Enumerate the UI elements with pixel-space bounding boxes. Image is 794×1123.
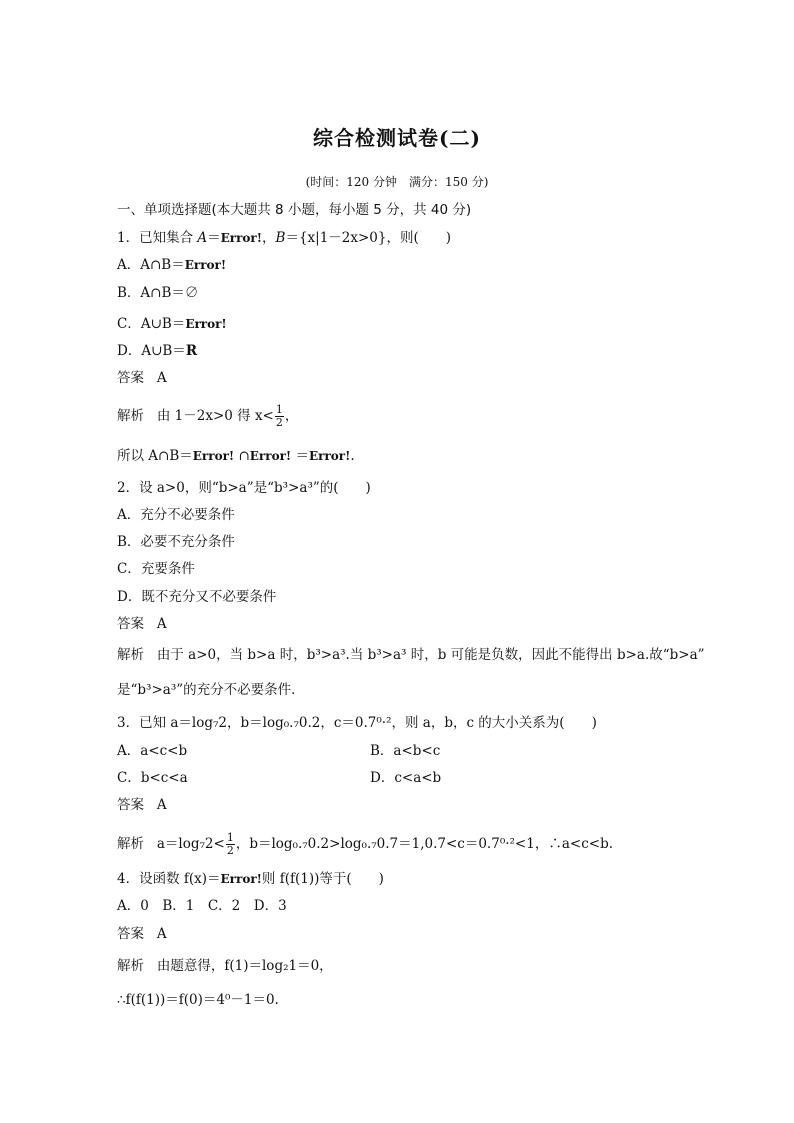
q1-option-a: A．A∩B＝Error! [117,257,227,273]
q3-stem: 3．已知 a＝log₇2，b＝log₀.₇0.2，c＝0.7⁰·²，则 a，b，c 的大小关系为( ) [117,715,597,731]
q3-option-d: D．c<a<b [370,770,442,786]
section-heading: 一、单项选择题(本大题共 8 小题，每小题 5 分，共 40 分) [117,202,472,218]
q1-option-b: B．A∩B＝∅ [117,285,199,301]
q2-analysis-line2: 是“b³>a³”的充分不必要条件． [117,682,305,698]
q2-answer: 答案 A [117,616,167,632]
q1-stem: 1．已知集合 A＝Error!，B＝{x|1－2x>0}，则( ) [117,230,452,246]
q3-option-c: C．b<c<a [117,770,188,786]
q1-analysis: 解析 由 1－2x>0 得 x< $\frac{1}{2}$ ， [117,403,299,429]
q1-answer: 答案 A [117,370,167,386]
exam-meta: (时间：120 分钟 满分：150 分) [305,175,489,189]
q4-analysis-line2: ∴f(f(1))＝f(0)＝4⁰－1＝0. [117,992,279,1008]
q1-option-c: C．A∪B＝Error! [117,316,227,332]
fraction: $\frac{1}{2}$ [226,831,234,857]
exam-title: 综合检测试卷(二) [313,126,481,150]
q3-option-b: B．a<b<c [370,743,441,759]
q2-option-a: A．充分不必要条件 [117,507,235,523]
q4-stem: 4．设函数 f(x)＝Error!则 f(f(1))等于( ) [117,871,384,887]
fraction: $\frac{1}{2}$ [275,403,283,429]
q2-option-c: C．充要条件 [117,561,195,577]
q2-stem: 2．设 a>0，则“b>a”是“b³>a³”的( ) [117,480,371,496]
q2-option-b: B．必要不充分条件 [117,534,235,550]
q3-analysis: 解析 a＝log₇2< $\frac{1}{2}$ ，b＝log₀.₇0.2>log₀.₇0.7＝1,0.7<c＝0.7⁰·²<1，∴a<c<b. [117,831,613,857]
q1-analysis-line2: 所以 A∩B＝Error! ∩Error! ＝Error!. [117,448,355,464]
q4-answer: 答案 A [117,926,167,942]
q4-options: A．0 B．1 C．2 D．3 [117,898,287,914]
q1-option-d: D．A∪B＝R [117,343,198,359]
q2-option-d: D．既不充分又不必要条件 [117,589,277,605]
q3-answer: 答案 A [117,797,167,813]
q4-analysis: 解析 由题意得，f(1)＝log₂1＝0， [117,958,333,974]
q2-analysis: 解析 由于 a>0，当 b>a 时，b³>a³.当 b³>a³ 时，b 可能是负数，因此不能得出 b>a.故“b>a” [117,647,705,663]
q3-option-a: A．a<c<b [117,743,188,759]
